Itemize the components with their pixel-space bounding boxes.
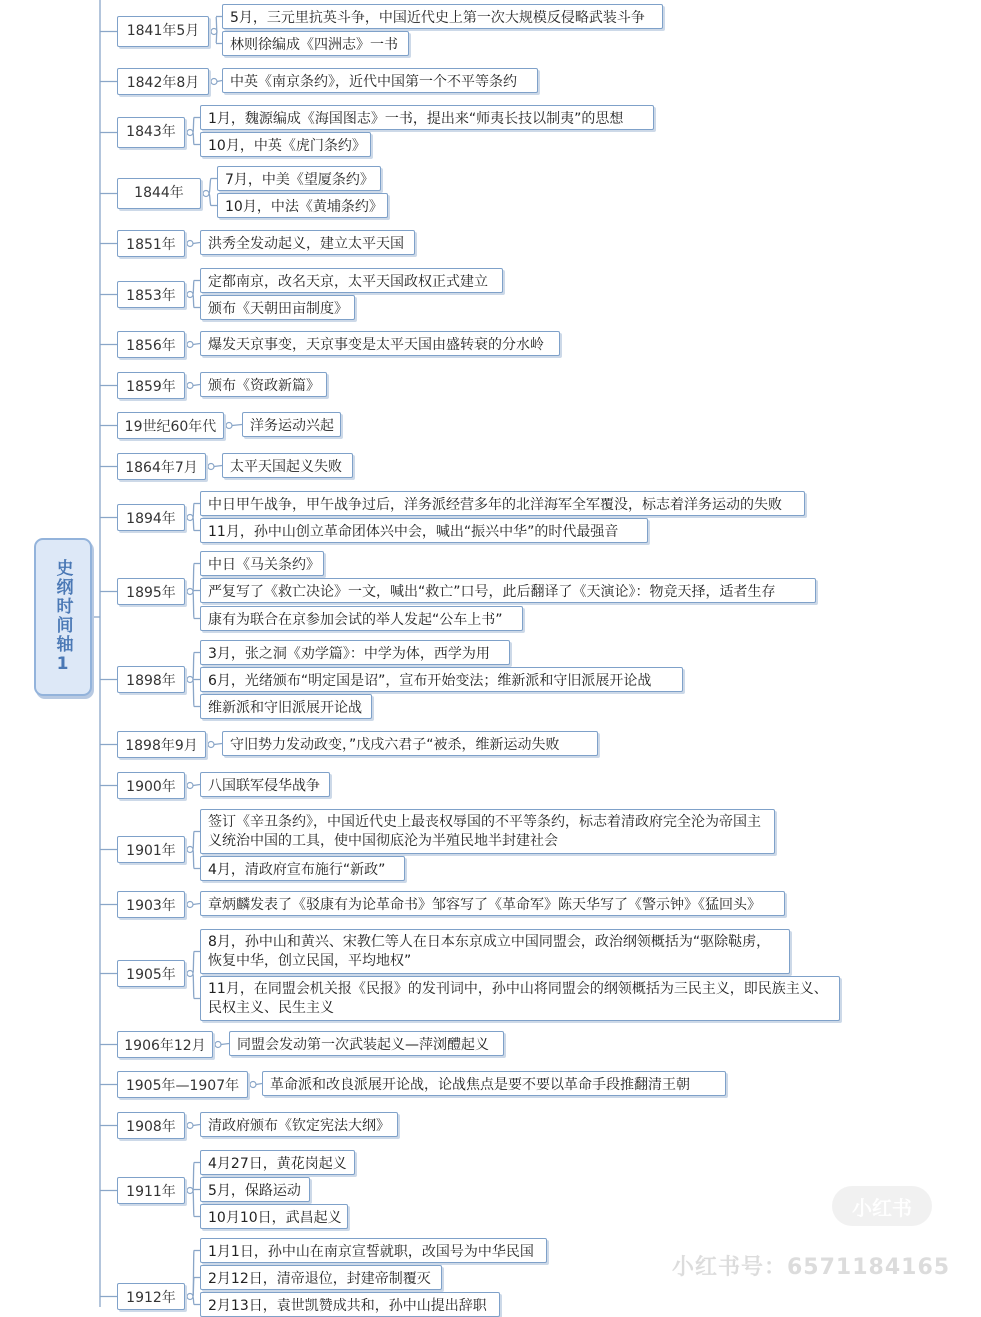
event-branch	[193, 952, 194, 974]
event-branch	[193, 592, 194, 619]
event-branch	[193, 904, 200, 905]
year-collapse-dot	[187, 1123, 193, 1129]
event-branch	[193, 680, 194, 707]
year-node[interactable]: 1856年	[117, 331, 185, 358]
event-node[interactable]: 中日甲午战争，甲午战争过后，洋务派经营多年的北洋海军全军覆没，标志着洋务运动的失败	[200, 491, 805, 516]
year-collapse-dot	[187, 515, 193, 521]
event-branch	[193, 518, 194, 531]
year-collapse-dot	[187, 130, 193, 136]
event-node[interactable]: 章炳麟发表了《驳康有为论革命书》邹容写了《革命军》陈天华写了《警示钟》《猛回头》	[200, 891, 785, 916]
year-collapse-dot	[250, 1082, 256, 1088]
year-collapse-dot	[187, 383, 193, 389]
watermark-logo: 小红书	[832, 1186, 932, 1226]
year-collapse-dot	[208, 464, 214, 470]
event-node[interactable]: 1月，魏源编成《海国图志》一书，提出来“师夷长技以制夷”的思想	[200, 105, 654, 130]
event-node[interactable]: 中日《马关条约》	[200, 551, 324, 576]
year-node[interactable]: 1911年	[117, 1177, 185, 1204]
year-node[interactable]: 1844年	[117, 178, 201, 209]
event-branch	[193, 344, 200, 345]
event-branch	[193, 974, 194, 999]
event-branch	[193, 504, 194, 518]
year-collapse-dot	[211, 29, 217, 35]
year-node[interactable]: 1895年	[117, 578, 185, 605]
event-branch	[193, 385, 200, 386]
event-node[interactable]: 八国联军侵华战争	[200, 772, 330, 797]
event-node[interactable]: 11月，在同盟会机关报《民报》的发刊词中，孙中山将同盟会的纲领概括为三民主义，即民族主义、民权主义、民生主义	[200, 976, 840, 1021]
year-collapse-dot	[211, 79, 217, 85]
year-node[interactable]: 1843年	[117, 117, 185, 148]
root-title: 史纲时间轴1	[52, 558, 73, 676]
event-branch	[221, 1044, 229, 1045]
year-collapse-dot	[187, 342, 193, 348]
year-node[interactable]: 1851年	[117, 230, 185, 257]
year-collapse-dot	[215, 1042, 221, 1048]
year-node[interactable]: 1905年—1907年	[117, 1071, 248, 1098]
event-branch	[193, 785, 200, 786]
event-branch	[193, 832, 194, 850]
event-node[interactable]: 中英《南京条约》，近代中国第一个不平等条约	[222, 68, 538, 93]
event-node[interactable]: 颁布《资政新篇》	[200, 372, 327, 397]
event-branch	[209, 179, 211, 194]
event-branch	[193, 1297, 194, 1305]
event-node[interactable]: 爆发天京事变，天京事变是太平天国由盛转衰的分水岭	[200, 331, 560, 356]
event-node[interactable]: 7月，中美《望厦条约》	[217, 166, 381, 191]
event-node[interactable]: 颁布《天朝田亩制度》	[200, 295, 355, 320]
event-node[interactable]: 洋务运动兴起	[242, 412, 341, 437]
event-node[interactable]: 清政府颁布《钦定宪法大纲》	[200, 1112, 398, 1137]
event-branch	[214, 744, 222, 745]
event-node[interactable]: 4月，清政府宣布施行“新政”	[200, 856, 405, 881]
event-node[interactable]: 5月，保路运动	[200, 1177, 310, 1202]
event-node[interactable]: 8月，孙中山和黄兴、宋教仁等人在日本东京成立中国同盟会，政治纲领概括为“驱除鞑虏，恢复中华，创立民国，平均地权”	[200, 929, 790, 974]
watermark-id: 小红书号：6571184165	[672, 1255, 951, 1280]
event-branch	[232, 425, 242, 426]
event-node[interactable]: 洪秀全发动起义，建立太平天国	[200, 230, 415, 255]
event-node[interactable]: 维新派和守旧派展开论战	[200, 694, 372, 719]
event-node[interactable]: 同盟会发动第一次武装起义—萍浏醴起义	[229, 1031, 504, 1056]
event-node[interactable]: 6月，光绪颁布“明定国是诏”，宣布开始变法；维新派和守旧派展开论战	[200, 667, 683, 692]
event-branch	[193, 281, 194, 295]
event-branch	[193, 133, 194, 145]
year-node[interactable]: 1864年7月	[117, 453, 206, 480]
event-node[interactable]: 11月，孙中山创立革命团体兴中会，喊出“振兴中华”的时代最强音	[200, 518, 648, 543]
year-node[interactable]: 1841年5月	[117, 16, 209, 47]
year-node[interactable]: 1900年	[117, 772, 185, 799]
event-branch	[214, 466, 222, 467]
year-collapse-dot	[187, 1188, 193, 1194]
year-collapse-dot	[187, 677, 193, 683]
year-collapse-dot	[187, 241, 193, 247]
event-node[interactable]: 革命派和改良派展开论战，论战焦点是要不要以革命手段推翻清王朝	[262, 1071, 726, 1096]
root-node[interactable]	[34, 538, 92, 696]
event-branch	[193, 564, 194, 592]
year-node[interactable]: 1905年	[117, 960, 185, 987]
year-node[interactable]: 1906年12月	[117, 1031, 213, 1058]
event-node[interactable]: 康有为联合在京参加会试的举人发起“公车上书”	[200, 606, 523, 631]
year-collapse-dot	[187, 847, 193, 853]
event-branch	[193, 243, 200, 244]
event-node[interactable]: 10月，中英《虎门条约》	[200, 132, 371, 157]
year-node[interactable]: 1859年	[117, 372, 185, 399]
year-node[interactable]: 1898年9月	[117, 731, 206, 758]
year-collapse-dot	[226, 423, 232, 429]
event-node[interactable]: 4月27日，黄花岗起义	[200, 1150, 355, 1175]
event-branch	[209, 194, 211, 206]
year-collapse-dot	[203, 191, 209, 197]
year-node[interactable]: 1853年	[117, 281, 185, 308]
event-node[interactable]: 严复写了《救亡决论》一文，喊出“救亡”口号，此后翻译了《天演论》：物竞天择，适者生存	[200, 578, 816, 603]
event-branch	[193, 653, 194, 680]
year-collapse-dot	[187, 783, 193, 789]
event-branch	[193, 118, 194, 133]
event-node[interactable]: 2月13日，袁世凯赞成共和，孙中山提出辞职	[200, 1292, 500, 1317]
year-node[interactable]: 1894年	[117, 504, 185, 531]
event-node[interactable]: 定都南京，改名天京，太平天国政权正式建立	[200, 268, 503, 293]
event-node[interactable]: 守旧势力发动政变，”戊戌六君子“被杀，维新运动失败	[222, 731, 598, 756]
event-node[interactable]: 10月10日，武昌起义	[200, 1204, 348, 1229]
year-node[interactable]: 1842年8月	[117, 68, 209, 95]
year-collapse-dot	[187, 902, 193, 908]
year-collapse-dot	[187, 292, 193, 298]
year-node[interactable]: 1898年	[117, 666, 185, 693]
year-node[interactable]: 1908年	[117, 1112, 185, 1139]
event-branch	[193, 295, 194, 308]
event-branch	[193, 1163, 194, 1191]
event-branch	[193, 1125, 200, 1126]
year-node[interactable]: 1912年	[117, 1283, 185, 1310]
year-collapse-dot	[208, 742, 214, 748]
event-node[interactable]: 太平天国起义失败	[222, 453, 353, 478]
event-node[interactable]: 1月1日，孙中山在南京宣誓就职，改国号为中华民国	[200, 1238, 547, 1263]
event-branch	[193, 850, 194, 869]
year-collapse-dot	[187, 971, 193, 977]
year-collapse-dot	[187, 1294, 193, 1300]
event-branch	[193, 1191, 194, 1217]
year-node[interactable]: 19世纪60年代	[117, 412, 224, 439]
event-node[interactable]: 5月，三元里抗英斗争，中国近代史上第一次大规模反侵略武装斗争	[222, 4, 663, 29]
year-node[interactable]: 1901年	[117, 836, 185, 863]
event-node[interactable]: 10月，中法《黄埔条约》	[217, 193, 388, 218]
event-node[interactable]: 3月，张之洞《劝学篇》：中学为体，西学为用	[200, 640, 510, 665]
year-node[interactable]: 1903年	[117, 891, 185, 918]
event-node[interactable]: 林则徐编成《四洲志》一书	[222, 31, 409, 56]
year-collapse-dot	[187, 589, 193, 595]
event-node[interactable]: 签订《辛丑条约》，中国近代史上最丧权辱国的不平等条约，标志着清政府完全沦为帝国主义统治中国的工具，使中国彻底沦为半殖民地半封建社会	[200, 809, 775, 854]
event-node[interactable]: 2月12日，清帝退位，封建帝制覆灭	[200, 1265, 442, 1290]
